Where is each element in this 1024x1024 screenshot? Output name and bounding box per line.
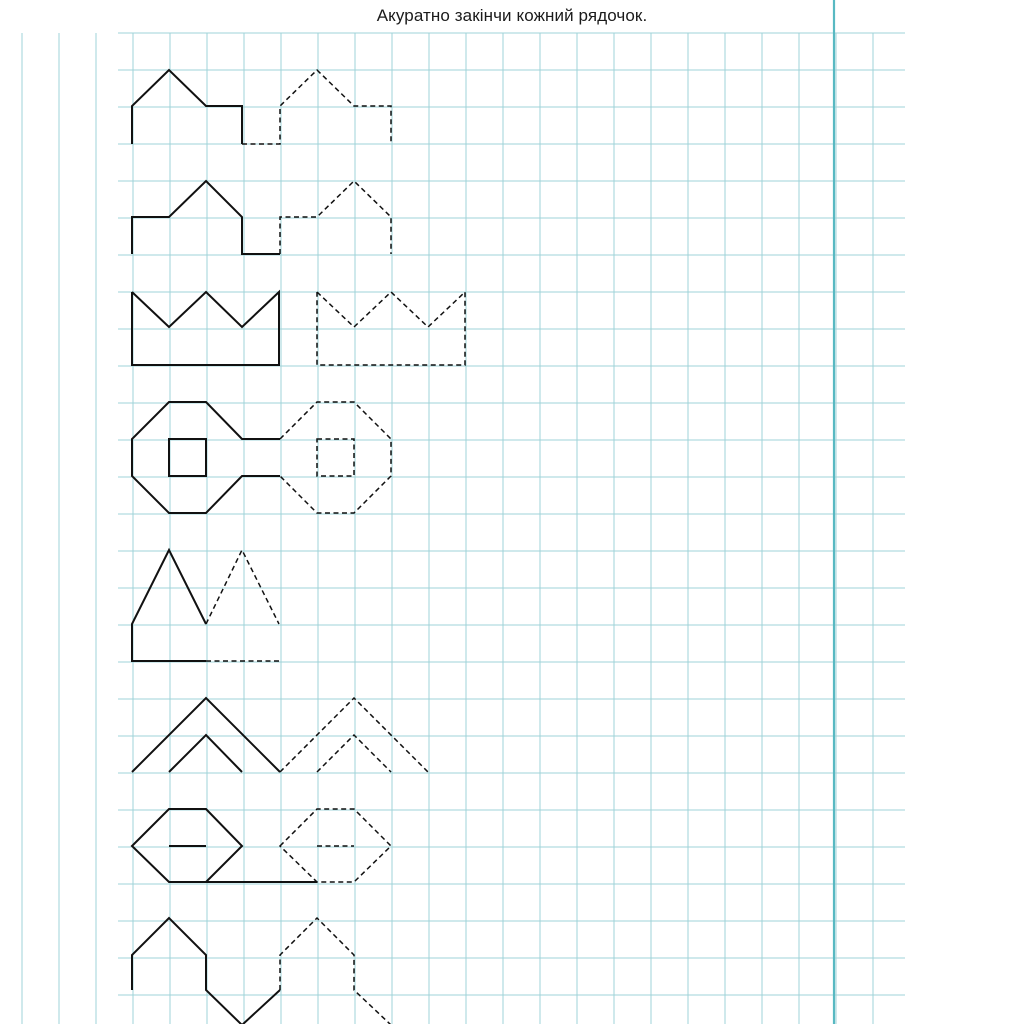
row-8-peaks-and-valleys [132,918,391,1024]
square-grid [22,33,905,1024]
row-7-hexagon-chain [132,809,391,882]
row-6-nested-chevrons [132,698,428,772]
instruction-text: Акуратно закінчи кожний рядочок. [376,6,648,25]
row-4-example-square [169,439,206,476]
row-5-triangle-peaks [132,550,279,661]
row-4-trace-outline [280,402,391,513]
row-6-example-inner [169,735,242,772]
row-4-wrench [132,402,391,513]
row-8-example-solid [132,918,280,1024]
row-4-trace-square [317,439,354,476]
row-5-example-solid [132,550,206,661]
row-8-trace-dashed [280,918,391,1024]
row-5-trace-dashed [206,550,279,624]
row-6-trace-inner [317,735,391,772]
